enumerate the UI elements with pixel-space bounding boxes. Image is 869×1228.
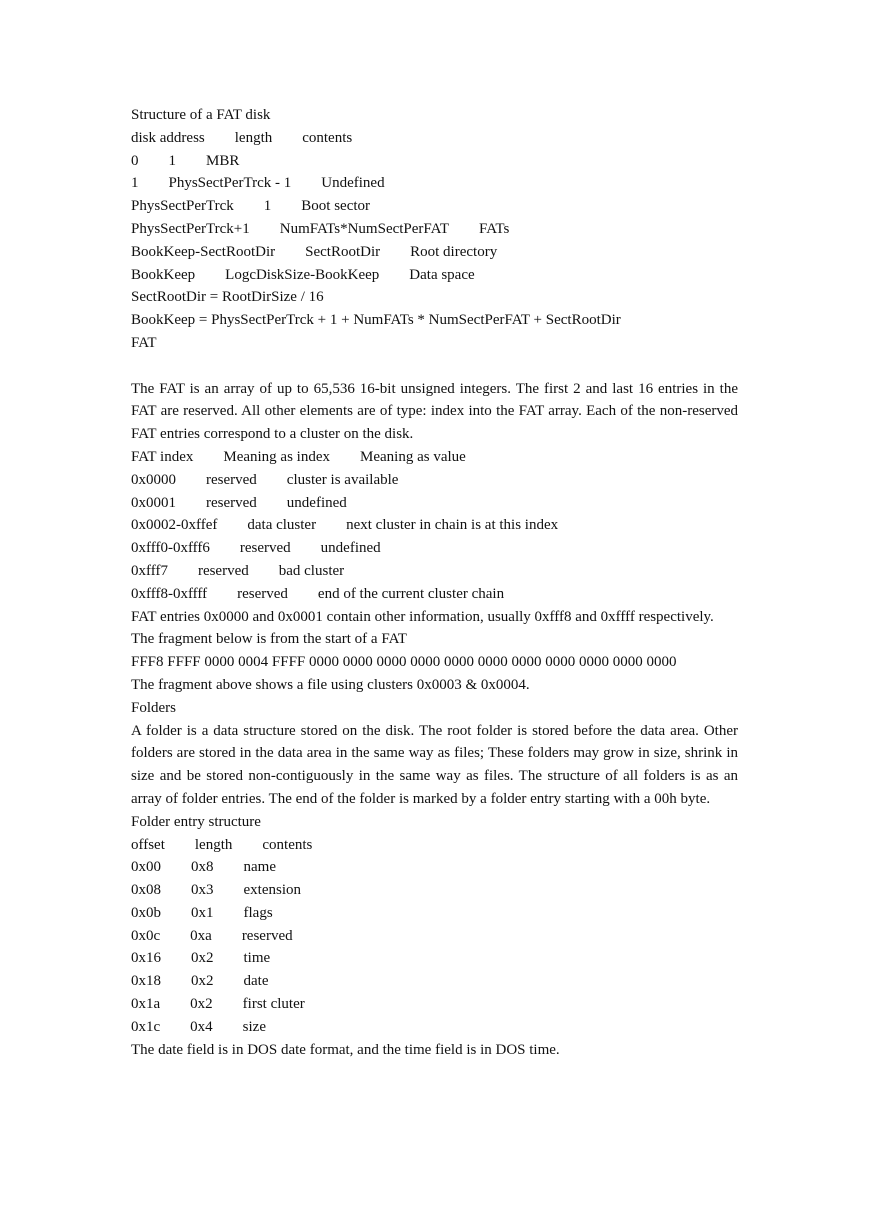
fat-paragraph: The FAT is an array of up to 65,536 16-bit unsigned integers. The first 2 and last 16 entries in the FAT are reserved. All other elements are of type: index into the FAT array. Each of the non-reserved FAT entries correspond to a cluster on the disk. [131,380,738,443]
fat-table-row: 0xfff7 reserved bad cluster [131,562,345,579]
folder-table-row: 0x18 0x2 date [131,973,269,990]
formula-line: SectRootDir = RootDirSize / 16 [131,289,324,306]
text-line: The fragment below is from the start of a FAT [131,631,407,648]
disk-table-row: BookKeep LogcDiskSize-BookKeep Data space [131,266,475,283]
text-line: The date field is in DOS date format, and the time field is in DOS time. [131,1041,560,1058]
fat-table-row: 0xfff0-0xfff6 reserved undefined [131,540,381,557]
disk-table-row: PhysSectPerTrck 1 Boot sector [131,198,371,215]
folder-table-row: 0x1c 0x4 size [131,1018,266,1035]
folder-table-row: 0x00 0x8 name [131,859,276,876]
disk-table-row: BookKeep-SectRootDir SectRootDir Root directory [131,243,498,260]
folder-table-row: 0x0c 0xa reserved [131,927,293,944]
folder-table-row: 0x08 0x3 extension [131,882,301,899]
disk-table-row: 1 PhysSectPerTrck - 1 Undefined [131,175,385,192]
section-heading-folders: Folders [131,699,176,716]
fat-table-row: 0xfff8-0xffff reserved end of the current cluster chain [131,585,505,602]
folder-table-row: 0x0b 0x1 flags [131,904,273,921]
folders-paragraph: A folder is a data structure stored on the disk. The root folder is stored before the data area. Other folders are stored in the data area in the same way as files; These folders may grow in size, shrink in size and be stored non-contiguously in the same way as files. The structure of all folders is as an array of folder entries. The end of the folder is marked by a folder entry starting with a 00h byte. [131,722,738,807]
fat-table-row: 0x0000 reserved cluster is available [131,471,399,488]
title-line: Structure of a FAT disk [131,107,271,123]
folder-table-row: 0x16 0x2 time [131,950,271,967]
disk-table-row: 0 1 MBR [131,152,240,169]
fat-table-header: FAT index Meaning as index Meaning as value [131,448,466,465]
fat-table-row: 0x0002-0xffef data cluster next cluster in chain is at this index [131,517,559,534]
folder-table-row: 0x1a 0x2 first cluter [131,996,305,1013]
text-line: FAT entries 0x0000 and 0x0001 contain other information, usually 0xfff8 and 0xffff respectively. [131,608,714,625]
hex-fragment-line: FFF8 FFFF 0000 0004 FFFF 0000 0000 0000 0000 0000 0000 0000 0000 0000 0000 0000 [131,654,677,671]
blank-line [131,355,738,378]
section-heading-fat: FAT [131,334,157,351]
text-line: The fragment above shows a file using clusters 0x0003 & 0x0004. [131,676,530,693]
disk-table-row: PhysSectPerTrck+1 NumFATs*NumSectPerFAT FATs [131,220,510,237]
formula-line: BookKeep = PhysSectPerTrck + 1 + NumFATs * NumSectPerFAT + SectRootDir [131,312,621,329]
folder-table-title: Folder entry structure [131,813,261,830]
disk-table-header: disk address length contents [131,129,353,146]
document-page [131,104,738,1061]
folder-table-header: offset length contents [131,836,313,853]
fat-table-row: 0x0001 reserved undefined [131,494,347,511]
